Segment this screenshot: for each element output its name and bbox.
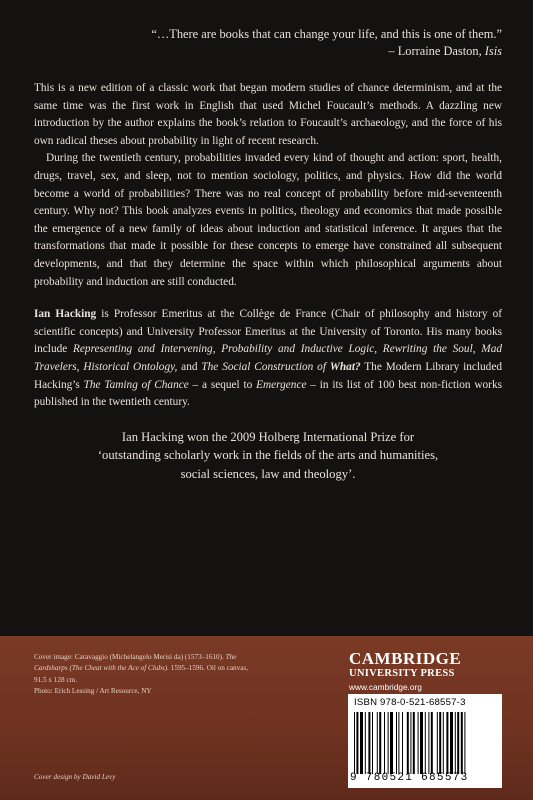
quote-source: Isis — [484, 44, 502, 58]
bio-text: – in its list of 100 best non-fiction works published in the twentieth century. — [34, 378, 502, 409]
description-paragraph-1: This is a new edition of a classic work that began modern studies of chance determinism, and at the same time was the first work in English that used Michel Foucault’s methods. A dazzling new introduction by the author explains the book’s relation to Foucault’s archaeology, and the force of his own radical theses about probability in light of recent research. — [34, 82, 502, 147]
credit-text: 1595–1596. Oil on canvas, 91.5 x 128 cm. — [34, 664, 249, 684]
bio-text: and — [177, 360, 202, 373]
barcode-digits: 9 780521 685573 — [350, 772, 469, 784]
publisher-subname: UNIVERSITY PRESS — [349, 668, 455, 679]
barcode-bars — [354, 712, 498, 774]
footer-band — [0, 636, 533, 800]
book-description — [34, 80, 502, 291]
author-name: Ian Hacking — [34, 308, 97, 321]
bio-text: is Professor Emeritus at the Collège de France (Chair of philosophy and history of scientific concepts) and University Professor Emeritus at the University of Toronto. His many books include — [34, 308, 502, 356]
prize-note — [34, 428, 502, 483]
text-block — [34, 26, 502, 483]
author-bio — [34, 306, 502, 412]
bio-text: The Modern Library included Hacking’s — [34, 360, 502, 391]
publisher-url: www.cambridge.org — [349, 682, 422, 692]
credit-text: Cover image: Caravaggio (Michelangelo Merisi da) (1573–1610). — [34, 653, 224, 661]
prize-line: Ian Hacking won the 2009 Holberg International Prize for — [121, 429, 415, 444]
bio-book-title: Emergence — [256, 378, 307, 391]
quote-attribution — [34, 43, 502, 60]
bio-text: – a sequel to — [188, 378, 257, 391]
bio-book-title: The Social Construction of — [201, 360, 330, 373]
prize-line: ‘outstanding scholarly work in the fields of the arts and humanities, — [97, 448, 439, 463]
cover-credit — [34, 652, 249, 698]
bio-book-title: The Taming of Chance — [83, 378, 189, 391]
quote-author: – Lorraine Daston, — [388, 44, 482, 58]
review-quote: “…There are books that can change your life, and this is one of them.” — [151, 27, 502, 41]
artwork-title: The Cardsharps (The Cheat with the Ace of Clubs). — [34, 653, 237, 673]
bio-book-titles: Representing and Intervening, Probability and Inductive Logic, Rewriting the Soul, Mad Travelers, Historical Ontology, — [34, 343, 502, 373]
publisher-name: CAMBRIDGE — [349, 649, 462, 668]
prize-line: social sciences, law and theology’. — [180, 466, 356, 481]
isbn-label: ISBN 978-0-521-68557-3 — [354, 697, 466, 708]
barcode — [348, 694, 502, 788]
design-credit: Cover design by David Levy — [34, 773, 116, 781]
publisher-logo — [349, 650, 499, 692]
description-paragraph-2: During the twentieth century, probabilities invaded every kind of thought and action: sport, health, drugs, travel, sex, and sleep, not to mention sociology, politics, and physics. How did the world become a world of probabilities? There was no real concept of probability before mid-seventeenth century. Why not? This book analyzes events in politics, theology and economics that made possible the emergence of a new family of ideas about induction and statistical inference. It argues that the transformations that made it possible for these concepts to emerge have constrained all subsequent developments, and that they determine the space within which philosophical arguments about probability and induction are still conducted. — [34, 152, 502, 288]
bio-book-title: What? — [329, 360, 361, 373]
photo-credit: Photo: Erich Lessing / Art Resource, NY — [34, 687, 152, 696]
